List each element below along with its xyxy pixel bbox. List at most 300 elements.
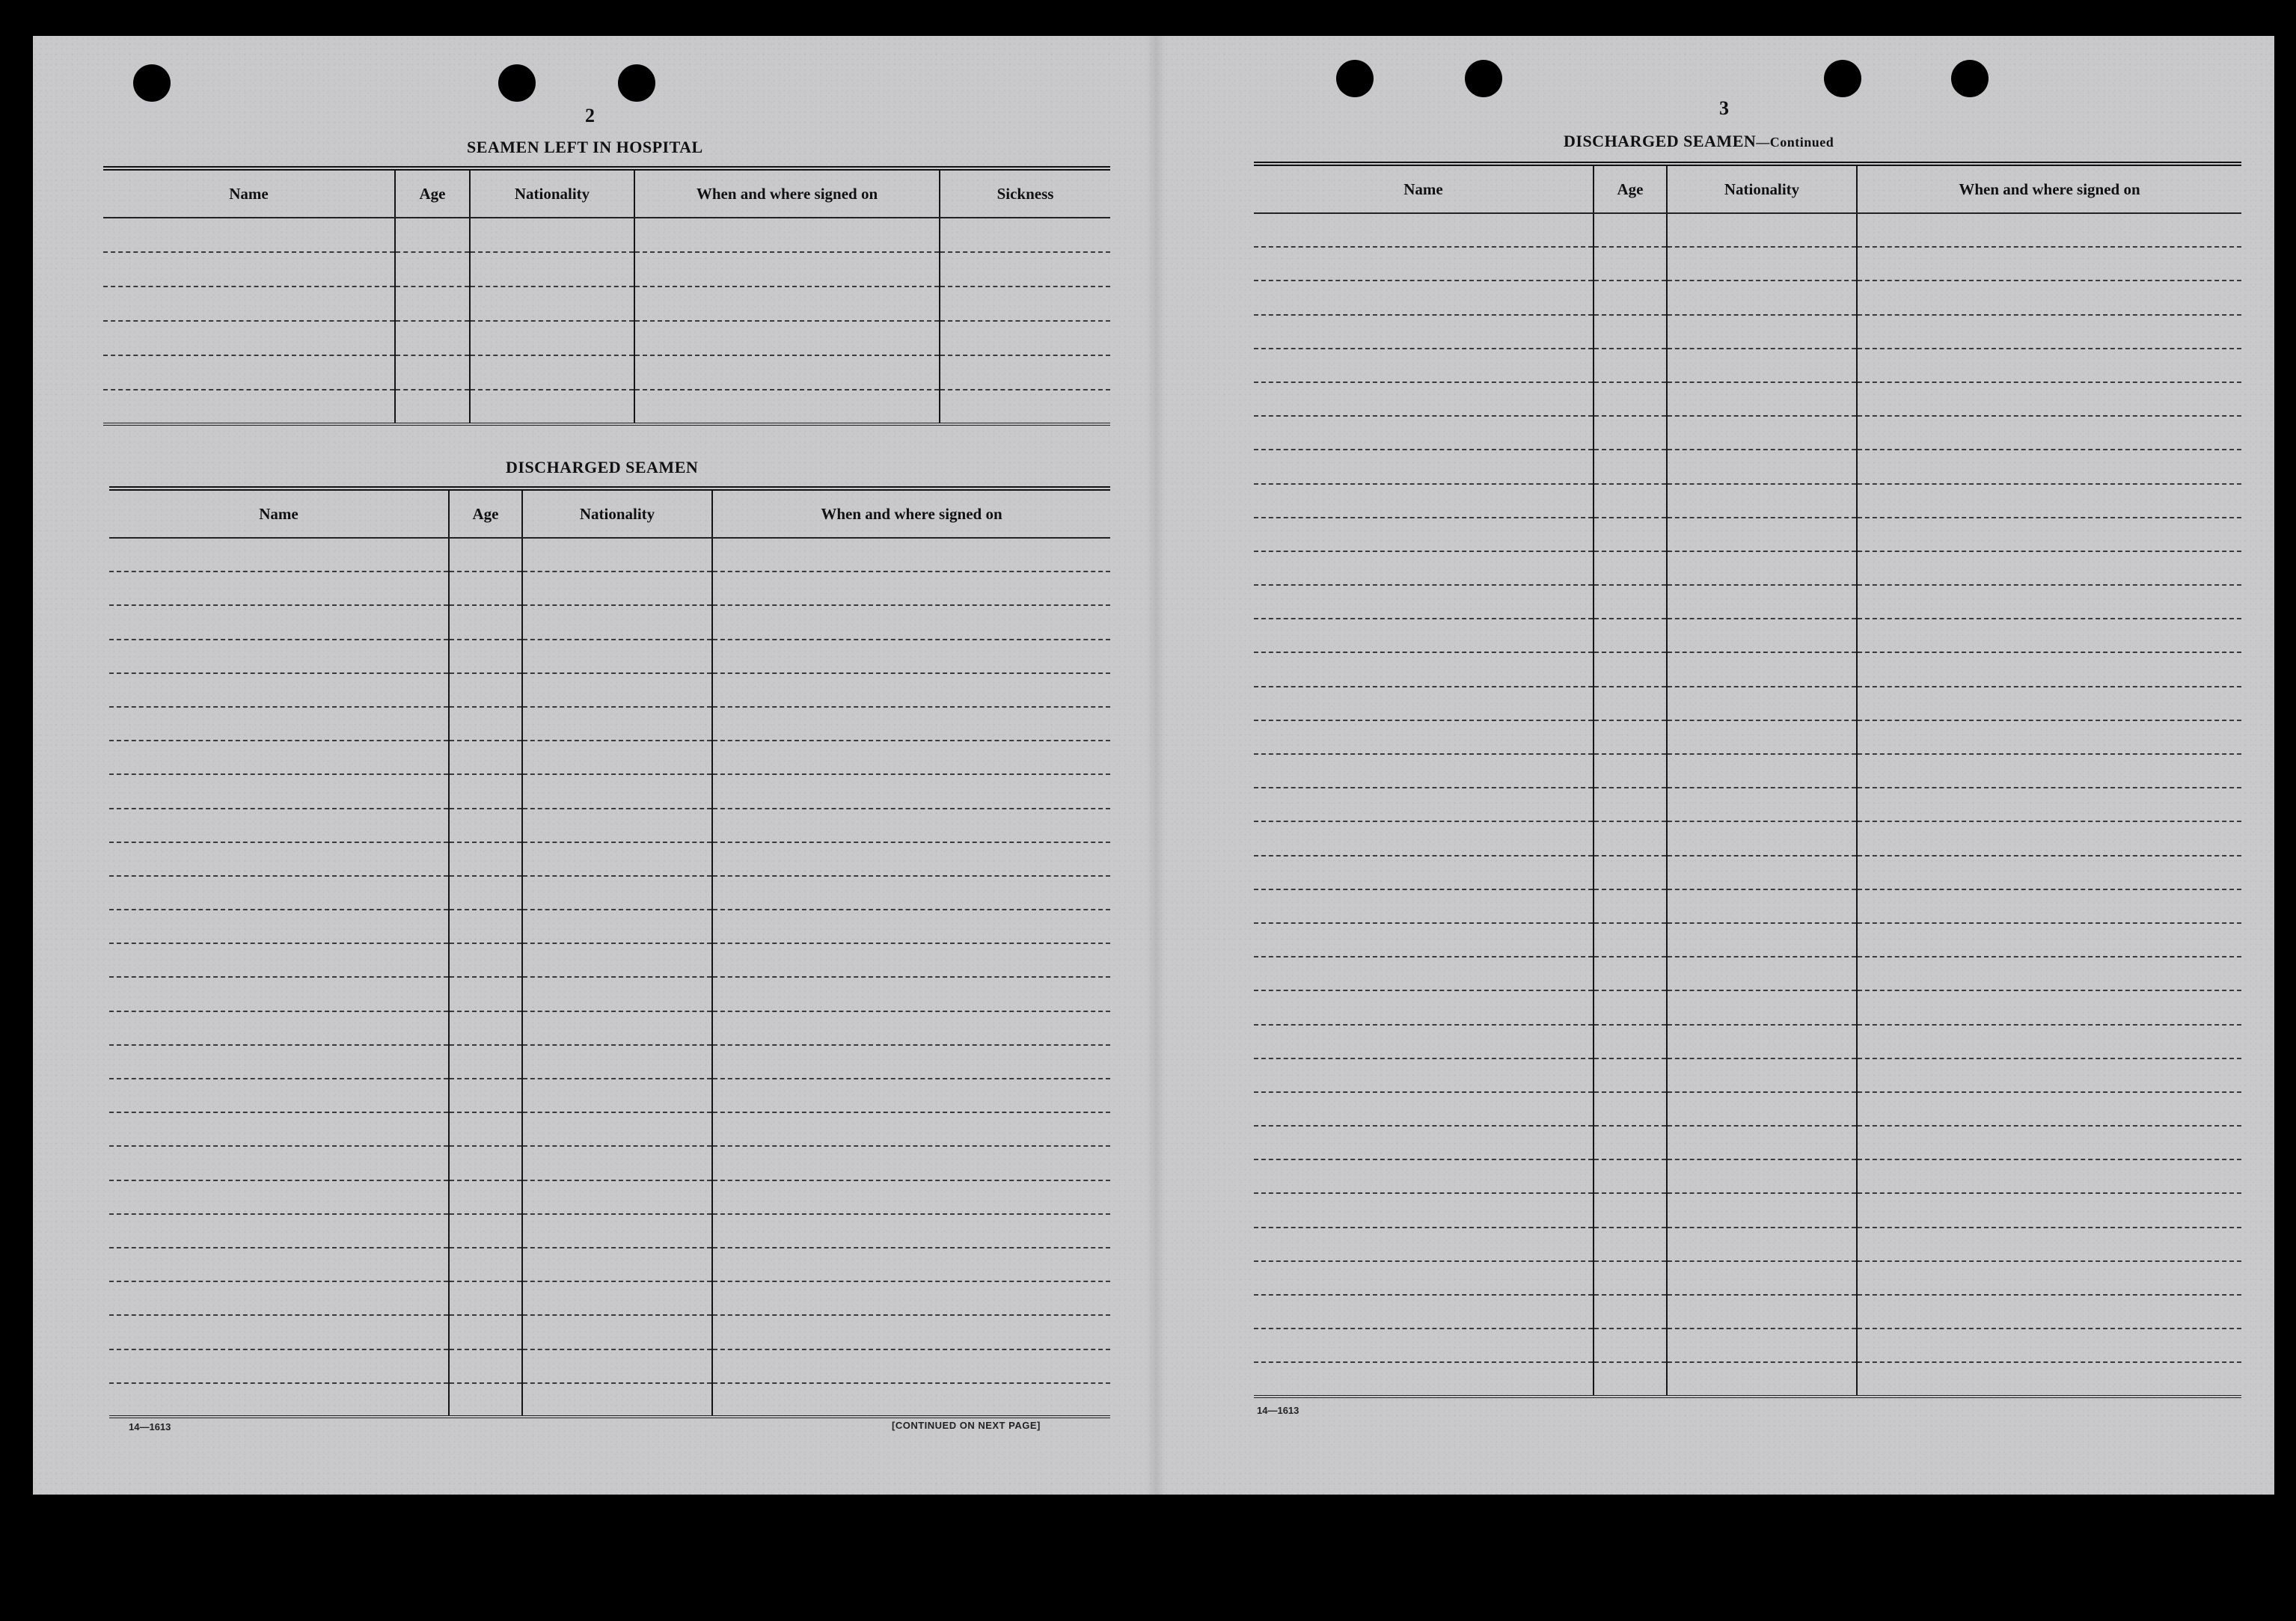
nationality-cell[interactable]	[522, 605, 712, 639]
age-cell[interactable]	[449, 572, 522, 605]
nationality-cell[interactable]	[1667, 754, 1857, 788]
signed-on-cell[interactable]	[634, 286, 940, 321]
age-cell[interactable]	[1594, 1193, 1667, 1227]
name-cell[interactable]	[1254, 416, 1594, 450]
signed-on-cell[interactable]	[1857, 1193, 2241, 1227]
nationality-cell[interactable]	[1667, 281, 1857, 314]
name-cell[interactable]	[1254, 1362, 1594, 1396]
signed-on-cell[interactable]	[712, 741, 1110, 774]
signed-on-cell[interactable]	[1857, 990, 2241, 1024]
signed-on-cell[interactable]	[712, 1112, 1110, 1146]
age-cell[interactable]	[395, 218, 470, 252]
name-cell[interactable]	[109, 707, 449, 741]
name-cell[interactable]	[1254, 450, 1594, 483]
name-cell[interactable]	[103, 252, 395, 286]
age-cell[interactable]	[1594, 1126, 1667, 1159]
name-cell[interactable]	[1254, 652, 1594, 686]
name-cell[interactable]	[109, 1079, 449, 1112]
col-age-header: Age	[395, 168, 470, 218]
name-cell[interactable]	[1254, 1159, 1594, 1193]
hospital-table	[103, 166, 1110, 426]
name-cell[interactable]	[109, 1248, 449, 1281]
name-cell[interactable]	[1254, 619, 1594, 652]
signed-on-cell[interactable]	[1857, 957, 2241, 990]
name-cell[interactable]	[109, 572, 449, 605]
name-cell[interactable]	[1254, 349, 1594, 382]
name-cell[interactable]	[109, 605, 449, 639]
signed-on-cell[interactable]	[712, 572, 1110, 605]
name-cell[interactable]	[1254, 484, 1594, 518]
nationality-cell[interactable]	[522, 1383, 712, 1417]
signed-on-cell[interactable]	[1857, 1329, 2241, 1362]
nationality-cell[interactable]	[522, 876, 712, 910]
nationality-cell[interactable]	[1667, 315, 1857, 349]
signed-on-cell[interactable]	[712, 876, 1110, 910]
table-row	[1254, 518, 2241, 551]
age-cell[interactable]	[1594, 1159, 1667, 1193]
age-cell[interactable]	[449, 842, 522, 876]
nationality-cell[interactable]	[522, 1079, 712, 1112]
age-cell[interactable]	[449, 910, 522, 943]
signed-on-cell[interactable]	[712, 1180, 1110, 1214]
name-cell[interactable]	[1254, 1193, 1594, 1227]
nationality-cell[interactable]	[1667, 1295, 1857, 1329]
nationality-cell[interactable]	[470, 218, 634, 252]
name-cell[interactable]	[109, 1011, 449, 1045]
name-cell[interactable]	[1254, 754, 1594, 788]
age-cell[interactable]	[1594, 1295, 1667, 1329]
name-cell[interactable]	[1254, 551, 1594, 585]
name-cell[interactable]	[1254, 923, 1594, 957]
nationality-cell[interactable]	[1667, 450, 1857, 483]
name-cell[interactable]	[109, 1383, 449, 1417]
signed-on-cell[interactable]	[712, 1281, 1110, 1315]
signed-on-cell[interactable]	[1857, 1362, 2241, 1396]
nationality-cell[interactable]	[1667, 1261, 1857, 1295]
nationality-cell[interactable]	[1667, 1362, 1857, 1396]
name-cell[interactable]	[109, 774, 449, 808]
age-cell[interactable]	[1594, 687, 1667, 720]
nationality-cell[interactable]	[1667, 382, 1857, 416]
sickness-cell[interactable]	[940, 321, 1110, 355]
name-cell[interactable]	[1254, 281, 1594, 314]
signed-on-cell[interactable]	[1857, 687, 2241, 720]
signed-on-cell[interactable]	[1857, 416, 2241, 450]
age-cell[interactable]	[1594, 585, 1667, 619]
table-row	[109, 943, 1110, 977]
signed-on-cell[interactable]	[1857, 382, 2241, 416]
age-cell[interactable]	[1594, 788, 1667, 821]
age-cell[interactable]	[449, 538, 522, 572]
age-cell[interactable]	[449, 977, 522, 1011]
signed-on-cell[interactable]	[1857, 518, 2241, 551]
signed-on-cell[interactable]	[1857, 856, 2241, 889]
age-cell[interactable]	[395, 252, 470, 286]
age-cell[interactable]	[449, 1315, 522, 1349]
table-row	[1254, 1329, 2241, 1362]
signed-on-cell[interactable]	[1857, 551, 2241, 585]
signed-on-cell[interactable]	[634, 252, 940, 286]
table-row	[1254, 652, 2241, 686]
age-cell[interactable]	[1594, 247, 1667, 281]
signed-on-cell[interactable]	[1857, 1092, 2241, 1126]
table-row	[109, 977, 1110, 1011]
name-cell[interactable]	[109, 1349, 449, 1383]
nationality-cell[interactable]	[1667, 720, 1857, 754]
signed-on-cell[interactable]	[712, 605, 1110, 639]
table-row	[1254, 754, 2241, 788]
nationality-cell[interactable]	[470, 390, 634, 424]
age-cell[interactable]	[449, 809, 522, 842]
nationality-cell[interactable]	[1667, 551, 1857, 585]
signed-on-cell[interactable]	[634, 390, 940, 424]
nationality-cell[interactable]	[1667, 788, 1857, 821]
signed-on-cell[interactable]	[1857, 450, 2241, 483]
nationality-cell[interactable]	[522, 1045, 712, 1079]
age-cell[interactable]	[1594, 213, 1667, 247]
signed-on-cell[interactable]	[1857, 889, 2241, 923]
age-cell[interactable]	[449, 741, 522, 774]
name-cell[interactable]	[1254, 1228, 1594, 1261]
nationality-cell[interactable]	[522, 1180, 712, 1214]
name-cell[interactable]	[109, 1146, 449, 1180]
signed-on-cell[interactable]	[1857, 247, 2241, 281]
signed-on-cell[interactable]	[1857, 821, 2241, 855]
nationality-cell[interactable]	[1667, 349, 1857, 382]
nationality-cell[interactable]	[522, 842, 712, 876]
age-cell[interactable]	[1594, 1228, 1667, 1261]
col-name-header: Name	[103, 168, 395, 218]
nationality-cell[interactable]	[1667, 585, 1857, 619]
age-cell[interactable]	[395, 390, 470, 424]
nationality-cell[interactable]	[522, 673, 712, 707]
nationality-cell[interactable]	[522, 572, 712, 605]
signed-on-cell[interactable]	[712, 673, 1110, 707]
table-row	[103, 390, 1110, 424]
name-cell[interactable]	[103, 355, 395, 390]
age-cell[interactable]	[449, 876, 522, 910]
age-cell[interactable]	[1594, 1092, 1667, 1126]
table-row	[109, 1281, 1110, 1315]
nationality-cell[interactable]	[522, 1281, 712, 1315]
nationality-cell[interactable]	[470, 355, 634, 390]
name-cell[interactable]	[1254, 788, 1594, 821]
age-cell[interactable]	[449, 943, 522, 977]
nationality-cell[interactable]	[1667, 889, 1857, 923]
age-cell[interactable]	[449, 1214, 522, 1248]
signed-on-cell[interactable]	[1857, 1058, 2241, 1092]
name-cell[interactable]	[109, 741, 449, 774]
sickness-cell[interactable]	[940, 355, 1110, 390]
age-cell[interactable]	[449, 605, 522, 639]
signed-on-cell[interactable]	[712, 1315, 1110, 1349]
signed-on-cell[interactable]	[712, 1079, 1110, 1112]
discharged-table-header	[109, 488, 1110, 538]
signed-on-cell[interactable]	[712, 640, 1110, 673]
name-cell[interactable]	[1254, 382, 1594, 416]
nationality-cell[interactable]	[470, 321, 634, 355]
nationality-cell[interactable]	[1667, 923, 1857, 957]
signed-on-cell[interactable]	[712, 1383, 1110, 1417]
nationality-cell[interactable]	[1667, 957, 1857, 990]
signed-on-cell[interactable]	[712, 538, 1110, 572]
signed-on-cell[interactable]	[1857, 619, 2241, 652]
sickness-cell[interactable]	[940, 252, 1110, 286]
age-cell[interactable]	[1594, 1261, 1667, 1295]
signed-on-cell[interactable]	[1857, 213, 2241, 247]
name-cell[interactable]	[1254, 315, 1594, 349]
table-row	[1254, 585, 2241, 619]
signed-on-cell[interactable]	[1857, 1159, 2241, 1193]
table-row	[1254, 281, 2241, 314]
signed-on-cell[interactable]	[712, 1349, 1110, 1383]
age-cell[interactable]	[449, 1281, 522, 1315]
age-cell[interactable]	[1594, 518, 1667, 551]
form-code: 14—1613	[129, 1421, 171, 1432]
nationality-cell[interactable]	[522, 1011, 712, 1045]
name-cell[interactable]	[1254, 518, 1594, 551]
name-cell[interactable]	[109, 1315, 449, 1349]
signed-on-cell[interactable]	[712, 809, 1110, 842]
signed-on-cell[interactable]	[634, 355, 940, 390]
table-row	[1254, 213, 2241, 247]
age-cell[interactable]	[1594, 349, 1667, 382]
nationality-cell[interactable]	[1667, 213, 1857, 247]
age-cell[interactable]	[1594, 652, 1667, 686]
age-cell[interactable]	[449, 707, 522, 741]
name-cell[interactable]	[109, 640, 449, 673]
age-cell[interactable]	[1594, 957, 1667, 990]
signed-on-cell[interactable]	[1857, 652, 2241, 686]
age-cell[interactable]	[1594, 484, 1667, 518]
age-cell[interactable]	[1594, 821, 1667, 855]
name-cell[interactable]	[1254, 1058, 1594, 1092]
sickness-cell[interactable]	[940, 390, 1110, 424]
signed-on-cell[interactable]	[712, 943, 1110, 977]
nationality-cell[interactable]	[1667, 1126, 1857, 1159]
age-cell[interactable]	[449, 1248, 522, 1281]
table-row	[1254, 247, 2241, 281]
table-row	[1254, 1295, 2241, 1329]
signed-on-cell[interactable]	[1857, 754, 2241, 788]
age-cell[interactable]	[1594, 923, 1667, 957]
signed-on-cell[interactable]	[712, 910, 1110, 943]
age-cell[interactable]	[1594, 281, 1667, 314]
signed-on-cell[interactable]	[1857, 1228, 2241, 1261]
name-cell[interactable]	[103, 286, 395, 321]
signed-on-cell[interactable]	[712, 1146, 1110, 1180]
signed-on-cell[interactable]	[712, 1011, 1110, 1045]
age-cell[interactable]	[1594, 856, 1667, 889]
nationality-cell[interactable]	[1667, 1193, 1857, 1227]
name-cell[interactable]	[109, 842, 449, 876]
signed-on-cell[interactable]	[634, 218, 940, 252]
nationality-cell[interactable]	[522, 538, 712, 572]
signed-on-cell[interactable]	[1857, 349, 2241, 382]
age-cell[interactable]	[1594, 1058, 1667, 1092]
signed-on-cell[interactable]	[1857, 923, 2241, 957]
col-signed-on-header: When and where signed on	[712, 488, 1110, 538]
signed-on-cell[interactable]	[1857, 720, 2241, 754]
nationality-cell[interactable]	[1667, 247, 1857, 281]
name-cell[interactable]	[1254, 990, 1594, 1024]
signed-on-cell[interactable]	[712, 707, 1110, 741]
nationality-cell[interactable]	[1667, 1159, 1857, 1193]
name-cell[interactable]	[1254, 585, 1594, 619]
name-cell[interactable]	[1254, 247, 1594, 281]
name-cell[interactable]	[1254, 957, 1594, 990]
name-cell[interactable]	[103, 218, 395, 252]
signed-on-cell[interactable]	[712, 1214, 1110, 1248]
name-cell[interactable]	[109, 1281, 449, 1315]
age-cell[interactable]	[449, 1112, 522, 1146]
name-cell[interactable]	[1254, 1025, 1594, 1058]
nationality-cell[interactable]	[470, 286, 634, 321]
signed-on-cell[interactable]	[1857, 1025, 2241, 1058]
name-cell[interactable]	[109, 910, 449, 943]
signed-on-cell[interactable]	[634, 321, 940, 355]
age-cell[interactable]	[1594, 889, 1667, 923]
age-cell[interactable]	[449, 640, 522, 673]
name-cell[interactable]	[109, 673, 449, 707]
age-cell[interactable]	[1594, 1362, 1667, 1396]
table-row	[1254, 720, 2241, 754]
table-row	[109, 640, 1110, 673]
nationality-cell[interactable]	[1667, 1058, 1857, 1092]
nationality-cell[interactable]	[1667, 687, 1857, 720]
name-cell[interactable]	[1254, 1092, 1594, 1126]
nationality-cell[interactable]	[522, 977, 712, 1011]
age-cell[interactable]	[1594, 1329, 1667, 1362]
signed-on-cell[interactable]	[712, 977, 1110, 1011]
signed-on-cell[interactable]	[1857, 585, 2241, 619]
name-cell[interactable]	[103, 390, 395, 424]
age-cell[interactable]	[449, 1045, 522, 1079]
name-cell[interactable]	[109, 1045, 449, 1079]
name-cell[interactable]	[1254, 1329, 1594, 1362]
nationality-cell[interactable]	[522, 707, 712, 741]
nationality-cell[interactable]	[522, 1112, 712, 1146]
nationality-cell[interactable]	[1667, 1025, 1857, 1058]
signed-on-cell[interactable]	[1857, 1295, 2241, 1329]
age-cell[interactable]	[1594, 416, 1667, 450]
signed-on-cell[interactable]	[712, 774, 1110, 808]
age-cell[interactable]	[1594, 382, 1667, 416]
signed-on-cell[interactable]	[1857, 281, 2241, 314]
nationality-cell[interactable]	[522, 640, 712, 673]
age-cell[interactable]	[1594, 551, 1667, 585]
name-cell[interactable]	[1254, 889, 1594, 923]
name-cell[interactable]	[1254, 856, 1594, 889]
table-row	[1254, 619, 2241, 652]
nationality-cell[interactable]	[1667, 821, 1857, 855]
age-cell[interactable]	[449, 673, 522, 707]
nationality-cell[interactable]	[522, 1315, 712, 1349]
discharged-continued-body	[1254, 213, 2241, 1397]
nationality-cell[interactable]	[522, 741, 712, 774]
sickness-cell[interactable]	[940, 286, 1110, 321]
name-cell[interactable]	[103, 321, 395, 355]
nationality-cell[interactable]	[470, 252, 634, 286]
signed-on-cell[interactable]	[712, 1045, 1110, 1079]
signed-on-cell[interactable]	[712, 1248, 1110, 1281]
age-cell[interactable]	[1594, 315, 1667, 349]
name-cell[interactable]	[1254, 1295, 1594, 1329]
nationality-cell[interactable]	[1667, 1092, 1857, 1126]
name-cell[interactable]	[109, 943, 449, 977]
nationality-cell[interactable]	[1667, 484, 1857, 518]
nationality-cell[interactable]	[522, 1349, 712, 1383]
age-cell[interactable]	[449, 1180, 522, 1214]
name-cell[interactable]	[109, 1180, 449, 1214]
nationality-cell[interactable]	[1667, 619, 1857, 652]
sickness-cell[interactable]	[940, 218, 1110, 252]
nationality-cell[interactable]	[522, 809, 712, 842]
nationality-cell[interactable]	[522, 910, 712, 943]
age-cell[interactable]	[1594, 1025, 1667, 1058]
signed-on-cell[interactable]	[712, 842, 1110, 876]
name-cell[interactable]	[109, 876, 449, 910]
name-cell[interactable]	[109, 1112, 449, 1146]
signed-on-cell[interactable]	[1857, 788, 2241, 821]
name-cell[interactable]	[109, 538, 449, 572]
age-cell[interactable]	[395, 321, 470, 355]
nationality-cell[interactable]	[1667, 652, 1857, 686]
nationality-cell[interactable]	[522, 1146, 712, 1180]
age-cell[interactable]	[449, 1383, 522, 1417]
nationality-cell[interactable]	[1667, 1228, 1857, 1261]
discharged-continued-title-text: DISCHARGED SEAMEN	[1564, 132, 1757, 150]
age-cell[interactable]	[449, 1011, 522, 1045]
age-cell[interactable]	[1594, 450, 1667, 483]
nationality-cell[interactable]	[1667, 1329, 1857, 1362]
name-cell[interactable]	[1254, 1261, 1594, 1295]
name-cell[interactable]	[109, 809, 449, 842]
nationality-cell[interactable]	[522, 1214, 712, 1248]
age-cell[interactable]	[449, 1349, 522, 1383]
age-cell[interactable]	[395, 355, 470, 390]
name-cell[interactable]	[109, 977, 449, 1011]
name-cell[interactable]	[1254, 720, 1594, 754]
name-cell[interactable]	[1254, 687, 1594, 720]
nationality-cell[interactable]	[1667, 856, 1857, 889]
signed-on-cell[interactable]	[1857, 484, 2241, 518]
nationality-cell[interactable]	[522, 774, 712, 808]
age-cell[interactable]	[1594, 754, 1667, 788]
page-number: 3	[1719, 97, 1729, 119]
name-cell[interactable]	[1254, 213, 1594, 247]
table-row	[109, 774, 1110, 808]
age-cell[interactable]	[449, 774, 522, 808]
age-cell[interactable]	[1594, 720, 1667, 754]
age-cell[interactable]	[449, 1146, 522, 1180]
signed-on-cell[interactable]	[1857, 1261, 2241, 1295]
nationality-cell[interactable]	[522, 943, 712, 977]
nationality-cell[interactable]	[1667, 990, 1857, 1024]
nationality-cell[interactable]	[1667, 518, 1857, 551]
name-cell[interactable]	[1254, 1126, 1594, 1159]
age-cell[interactable]	[449, 1079, 522, 1112]
age-cell[interactable]	[1594, 619, 1667, 652]
signed-on-cell[interactable]	[1857, 1126, 2241, 1159]
name-cell[interactable]	[109, 1214, 449, 1248]
age-cell[interactable]	[395, 286, 470, 321]
signed-on-cell[interactable]	[1857, 315, 2241, 349]
nationality-cell[interactable]	[1667, 416, 1857, 450]
name-cell[interactable]	[1254, 821, 1594, 855]
nationality-cell[interactable]	[522, 1248, 712, 1281]
age-cell[interactable]	[1594, 990, 1667, 1024]
